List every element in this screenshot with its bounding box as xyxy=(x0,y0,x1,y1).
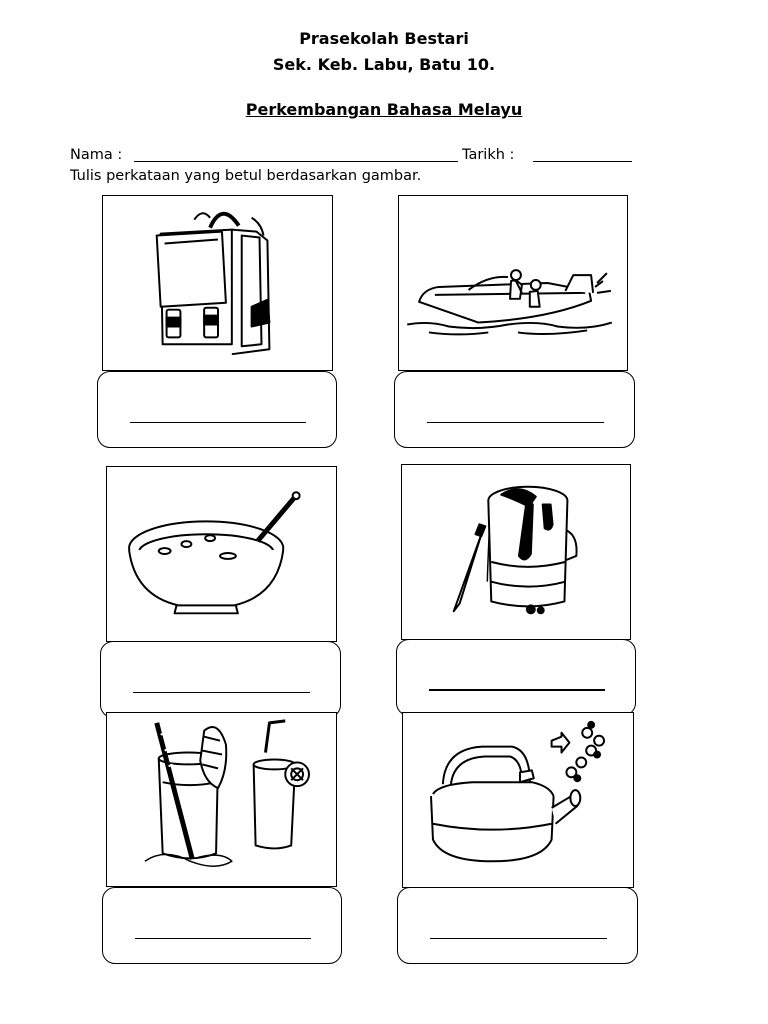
picture-frame-2 xyxy=(398,195,628,371)
worksheet-title: Perkembangan Bahasa Melayu xyxy=(245,100,523,119)
picture-frame-4 xyxy=(401,464,631,640)
name-write-line[interactable] xyxy=(134,161,458,162)
answer-line-4[interactable] xyxy=(429,689,605,691)
date-write-line[interactable] xyxy=(533,161,632,162)
answer-line-2[interactable] xyxy=(427,422,604,423)
bowl-icon xyxy=(107,467,336,641)
boat-icon xyxy=(399,196,627,370)
date-label: Tarikh : xyxy=(462,147,515,163)
kettle-icon xyxy=(403,713,633,887)
answer-line-5[interactable] xyxy=(135,938,311,939)
paint-bucket-icon xyxy=(402,465,630,639)
school-address: Sek. Keb. Labu, Batu 10. xyxy=(272,55,496,74)
picture-frame-3 xyxy=(106,466,337,642)
backpack-icon xyxy=(103,196,332,370)
answer-box-5[interactable] xyxy=(102,887,342,964)
picture-frame-5 xyxy=(106,712,337,887)
drink-glasses-icon xyxy=(107,713,336,886)
instruction-text: Tulis perkataan yang betul berdasarkan gambar. xyxy=(70,168,422,184)
picture-frame-6 xyxy=(402,712,634,888)
answer-box-1[interactable] xyxy=(97,371,337,448)
answer-box-2[interactable] xyxy=(394,371,635,448)
school-name: Prasekolah Bestari xyxy=(299,29,469,48)
answer-line-1[interactable] xyxy=(130,422,306,423)
answer-box-6[interactable] xyxy=(397,887,638,964)
name-label: Nama : xyxy=(70,147,123,163)
answer-box-4[interactable] xyxy=(396,639,636,716)
answer-line-6[interactable] xyxy=(430,938,607,939)
answer-line-3[interactable] xyxy=(133,692,310,693)
answer-box-3[interactable] xyxy=(100,641,341,718)
picture-frame-1 xyxy=(102,195,333,371)
